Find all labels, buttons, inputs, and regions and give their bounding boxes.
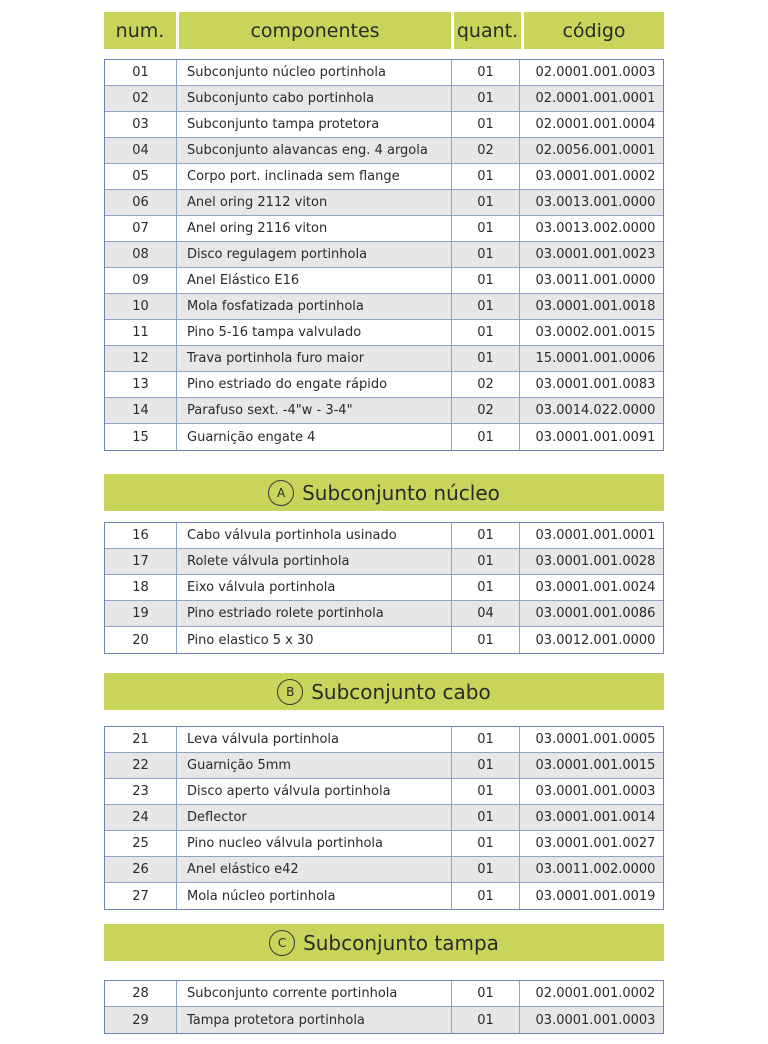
row-code: 15.0001.001.0006 xyxy=(535,351,656,366)
row-component: Disco aperto válvula portinhola xyxy=(177,779,452,804)
row-code: 02.0001.001.0003 xyxy=(535,65,656,80)
section-letter-a: A xyxy=(268,480,294,506)
table-row xyxy=(105,164,663,190)
row-quantity: 01 xyxy=(452,981,520,1006)
row-num: 27 xyxy=(105,883,177,909)
row-num: 28 xyxy=(105,981,177,1006)
row-code: 03.0001.001.0002 xyxy=(535,169,656,184)
row-code: 02.0001.001.0004 xyxy=(535,117,656,132)
row-quantity: 01 xyxy=(452,346,520,371)
parts-table xyxy=(104,59,664,451)
row-code: 03.0001.001.0083 xyxy=(535,377,656,392)
section-letter-c: C xyxy=(269,930,295,956)
table-row xyxy=(105,779,663,805)
row-quantity: 01 xyxy=(452,831,520,856)
row-quantity: 01 xyxy=(452,857,520,882)
row-component: Subconjunto alavancas eng. 4 argola xyxy=(177,138,452,163)
row-code: 03.0001.001.0024 xyxy=(535,580,656,595)
table-row xyxy=(105,424,663,450)
header-componentes: componentes xyxy=(179,12,451,49)
row-code: 03.0001.001.0014 xyxy=(535,810,656,825)
row-num: 26 xyxy=(105,857,177,882)
row-quantity: 01 xyxy=(452,805,520,830)
row-num: 12 xyxy=(105,346,177,371)
row-num: 15 xyxy=(105,424,177,450)
row-quantity: 01 xyxy=(452,575,520,600)
row-num: 01 xyxy=(105,60,177,85)
row-component: Pino elastico 5 x 30 xyxy=(177,627,452,653)
row-component: Anel oring 2112 viton xyxy=(177,190,452,215)
row-code: 03.0001.001.0003 xyxy=(535,784,656,799)
table-row xyxy=(105,523,663,549)
row-num: 16 xyxy=(105,523,177,548)
row-component: Pino nucleo válvula portinhola xyxy=(177,831,452,856)
row-code: 03.0001.001.0027 xyxy=(535,836,656,851)
row-code: 02.0056.001.0001 xyxy=(535,143,656,158)
table-row xyxy=(105,372,663,398)
row-component: Tampa protetora portinhola xyxy=(177,1007,452,1033)
table-row xyxy=(105,1007,663,1033)
header-quant: quant. xyxy=(454,12,521,49)
row-component: Pino estriado rolete portinhola xyxy=(177,601,452,626)
row-component: Guarnição engate 4 xyxy=(177,424,452,450)
section-table-b xyxy=(104,726,664,910)
table-row xyxy=(105,981,663,1007)
row-num: 24 xyxy=(105,805,177,830)
row-component: Subconjunto cabo portinhola xyxy=(177,86,452,111)
row-code: 02.0001.001.0001 xyxy=(535,91,656,106)
table-row xyxy=(105,346,663,372)
header-codigo: código xyxy=(524,12,664,49)
row-num: 04 xyxy=(105,138,177,163)
row-quantity: 01 xyxy=(452,753,520,778)
row-num: 21 xyxy=(105,727,177,752)
row-quantity: 01 xyxy=(452,320,520,345)
row-quantity: 01 xyxy=(452,627,520,653)
row-component: Deflector xyxy=(177,805,452,830)
row-quantity: 01 xyxy=(452,190,520,215)
row-quantity: 01 xyxy=(452,294,520,319)
row-num: 19 xyxy=(105,601,177,626)
section-letter-b: B xyxy=(277,679,303,705)
row-quantity: 01 xyxy=(452,779,520,804)
row-quantity: 01 xyxy=(452,1007,520,1033)
row-code: 03.0001.001.0028 xyxy=(535,554,656,569)
table-row xyxy=(105,86,663,112)
section-header-a xyxy=(104,474,664,511)
row-code: 03.0001.001.0091 xyxy=(535,429,656,445)
row-num: 11 xyxy=(105,320,177,345)
table-row xyxy=(105,398,663,424)
row-component: Subconjunto tampa protetora xyxy=(177,112,452,137)
row-component: Trava portinhola furo maior xyxy=(177,346,452,371)
table-row xyxy=(105,242,663,268)
table-row xyxy=(105,805,663,831)
table-row xyxy=(105,216,663,242)
section-title-b: Subconjunto cabo xyxy=(311,679,491,704)
table-row xyxy=(105,627,663,653)
table-row xyxy=(105,268,663,294)
table-row xyxy=(105,320,663,346)
row-code: 03.0001.001.0005 xyxy=(535,732,656,747)
table-row xyxy=(105,112,663,138)
row-code: 03.0001.001.0019 xyxy=(535,888,656,904)
section-title-a: Subconjunto núcleo xyxy=(302,480,500,505)
row-code: 03.0001.001.0086 xyxy=(535,606,656,621)
row-num: 06 xyxy=(105,190,177,215)
row-num: 13 xyxy=(105,372,177,397)
row-quantity: 01 xyxy=(452,112,520,137)
section-table-c xyxy=(104,980,664,1034)
table-row xyxy=(105,831,663,857)
row-num: 20 xyxy=(105,627,177,653)
section-table-a xyxy=(104,522,664,654)
row-code: 03.0002.001.0015 xyxy=(535,325,656,340)
row-quantity: 01 xyxy=(452,60,520,85)
row-code: 03.0013.002.0000 xyxy=(535,221,656,236)
table-row xyxy=(105,294,663,320)
row-code: 03.0001.001.0003 xyxy=(535,1012,656,1028)
row-quantity: 02 xyxy=(452,398,520,423)
row-component: Mola núcleo portinhola xyxy=(177,883,452,909)
row-quantity: 02 xyxy=(452,372,520,397)
row-quantity: 01 xyxy=(452,216,520,241)
row-quantity: 02 xyxy=(452,138,520,163)
row-component: Cabo válvula portinhola usinado xyxy=(177,523,452,548)
table-row xyxy=(105,60,663,86)
table-row xyxy=(105,883,663,909)
row-component: Leva válvula portinhola xyxy=(177,727,452,752)
row-component: Anel elástico e42 xyxy=(177,857,452,882)
row-component: Corpo port. inclinada sem flange xyxy=(177,164,452,189)
row-code: 03.0014.022.0000 xyxy=(535,403,656,418)
row-num: 08 xyxy=(105,242,177,267)
row-code: 02.0001.001.0002 xyxy=(535,986,656,1001)
row-code: 03.0011.001.0000 xyxy=(535,273,656,288)
row-quantity: 01 xyxy=(452,86,520,111)
row-num: 03 xyxy=(105,112,177,137)
row-quantity: 01 xyxy=(452,268,520,293)
row-quantity: 01 xyxy=(452,549,520,574)
row-num: 09 xyxy=(105,268,177,293)
row-num: 10 xyxy=(105,294,177,319)
row-num: 18 xyxy=(105,575,177,600)
row-code: 03.0011.002.0000 xyxy=(535,862,656,877)
row-quantity: 01 xyxy=(452,164,520,189)
row-num: 02 xyxy=(105,86,177,111)
row-component: Disco regulagem portinhola xyxy=(177,242,452,267)
row-code: 03.0001.001.0018 xyxy=(535,299,656,314)
row-quantity: 01 xyxy=(452,727,520,752)
table-row xyxy=(105,138,663,164)
row-component: Eixo válvula portinhola xyxy=(177,575,452,600)
row-code: 03.0001.001.0023 xyxy=(535,247,656,262)
table-row xyxy=(105,575,663,601)
section-header-b xyxy=(104,673,664,710)
row-quantity: 01 xyxy=(452,242,520,267)
header-num: num. xyxy=(104,12,176,49)
row-component: Subconjunto corrente portinhola xyxy=(177,981,452,1006)
table-row xyxy=(105,190,663,216)
row-quantity: 01 xyxy=(452,424,520,450)
row-component: Pino 5-16 tampa valvulado xyxy=(177,320,452,345)
row-num: 29 xyxy=(105,1007,177,1033)
row-code: 03.0001.001.0001 xyxy=(535,528,656,543)
row-num: 05 xyxy=(105,164,177,189)
table-row xyxy=(105,727,663,753)
row-num: 17 xyxy=(105,549,177,574)
row-num: 14 xyxy=(105,398,177,423)
row-component: Parafuso sext. -4"w - 3-4" xyxy=(177,398,452,423)
row-component: Pino estriado do engate rápido xyxy=(177,372,452,397)
section-header-c xyxy=(104,924,664,961)
row-quantity: 01 xyxy=(452,883,520,909)
row-component: Mola fosfatizada portinhola xyxy=(177,294,452,319)
row-num: 22 xyxy=(105,753,177,778)
row-component: Rolete válvula portinhola xyxy=(177,549,452,574)
table-row xyxy=(105,601,663,627)
row-code: 03.0012.001.0000 xyxy=(535,632,656,648)
table-row xyxy=(105,753,663,779)
row-num: 07 xyxy=(105,216,177,241)
table-row xyxy=(105,857,663,883)
section-title-c: Subconjunto tampa xyxy=(303,930,499,955)
row-quantity: 04 xyxy=(452,601,520,626)
table-row xyxy=(105,549,663,575)
row-component: Anel oring 2116 viton xyxy=(177,216,452,241)
row-component: Guarnição 5mm xyxy=(177,753,452,778)
row-component: Anel Elástico E16 xyxy=(177,268,452,293)
row-code: 03.0001.001.0015 xyxy=(535,758,656,773)
row-component: Subconjunto núcleo portinhola xyxy=(177,60,452,85)
row-num: 25 xyxy=(105,831,177,856)
row-quantity: 01 xyxy=(452,523,520,548)
table-header xyxy=(104,12,664,49)
row-num: 23 xyxy=(105,779,177,804)
row-code: 03.0013.001.0000 xyxy=(535,195,656,210)
